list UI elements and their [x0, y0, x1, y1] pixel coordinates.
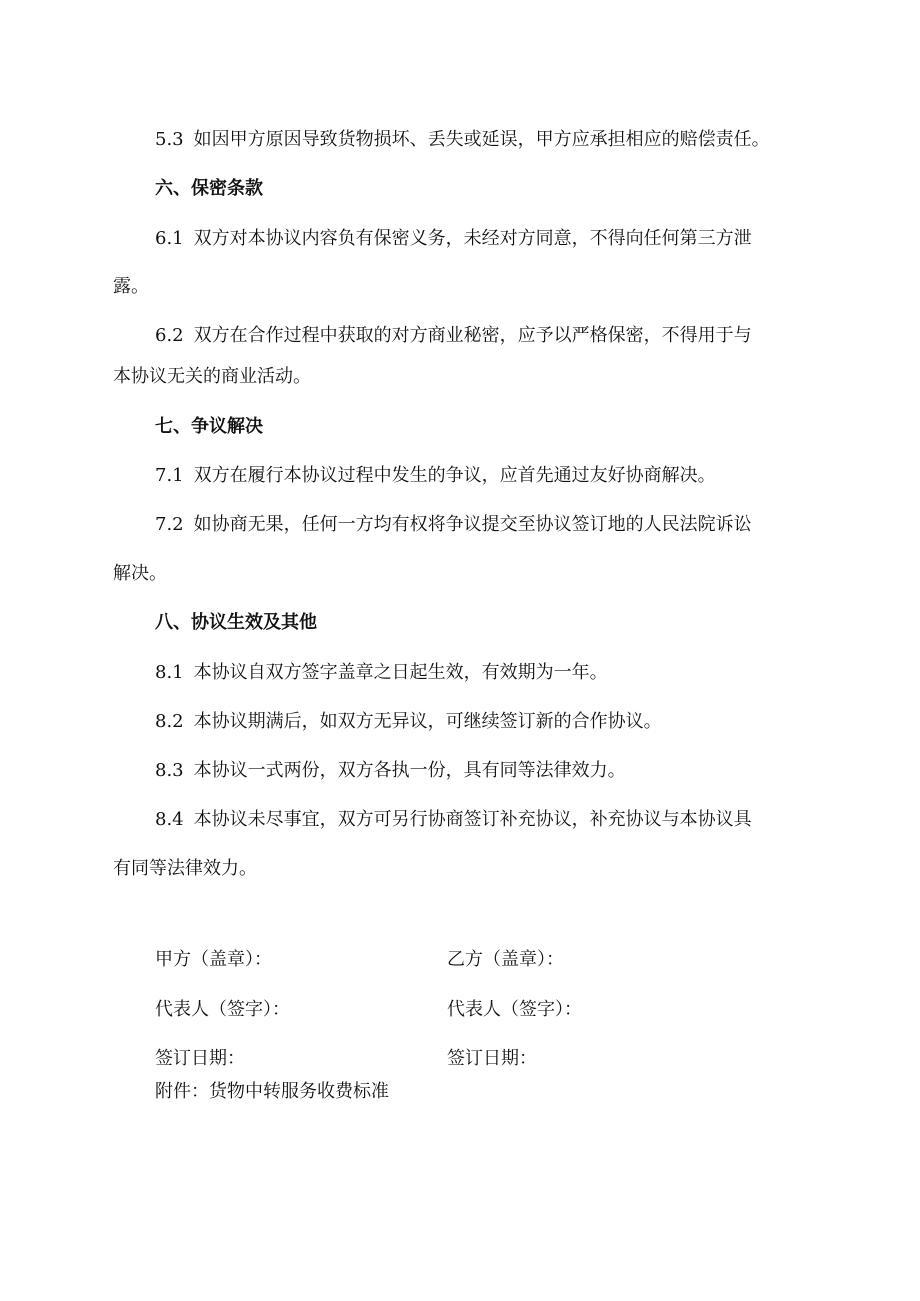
clause-text: 本协议期满后，如双方无异议，可继续签订新的合作协议。 — [193, 711, 662, 732]
clause-text: 双方在履行本协议过程中发生的争议，应首先通过友好协商解决。 — [193, 465, 716, 486]
party-b-date-label: 签订日期： — [447, 1048, 537, 1069]
clause-text: 本协议未尽事宜，双方可另行协商签订补充协议，补充协议与本协议具 — [193, 809, 752, 830]
clause-text: 本协议自双方签字盖章之日起生效，有效期为一年。 — [193, 662, 608, 683]
clause-number: 8.4 — [155, 809, 184, 830]
clause-5-3 — [155, 128, 770, 152]
clause-text: 双方在合作过程中获取的对方商业秘密，应予以严格保密，不得用于与 — [193, 325, 752, 346]
clause-text: 如因甲方原因导致货物损坏、丢失或延误，甲方应承担相应的赔偿责任。 — [193, 129, 770, 150]
clause-8-3 — [155, 759, 626, 783]
clause-number: 8.1 — [155, 662, 184, 683]
clause-number: 8.2 — [155, 711, 184, 732]
party-b-representative-label: 代表人（签字）： — [447, 999, 582, 1020]
clause-6-2-continuation: 本协议无关的商业活动。 — [113, 366, 311, 387]
clause-text: 本协议一式两份，双方各执一份，具有同等法律效力。 — [193, 760, 626, 781]
clause-7-2-continuation: 解决。 — [113, 563, 167, 584]
party-a-date-label: 签订日期： — [155, 1048, 245, 1069]
section-heading-confidentiality: 六、保密条款 — [155, 178, 263, 199]
section-heading-dispute: 七、争议解决 — [155, 416, 263, 437]
clause-text: 双方对本协议内容负有保密义务，未经对方同意，不得向任何第三方泄 — [193, 228, 752, 249]
clause-8-4-continuation: 有同等法律效力。 — [113, 858, 257, 879]
clause-number: 6.2 — [155, 325, 184, 346]
party-b-seal-label: 乙方（盖章）： — [447, 949, 564, 970]
clause-8-2 — [155, 710, 662, 734]
clause-6-1-continuation: 露。 — [113, 276, 149, 297]
party-a-seal-label: 甲方（盖章）： — [155, 949, 272, 970]
clause-6-2 — [155, 324, 752, 348]
clause-7-1 — [155, 464, 716, 488]
attachment-note: 附件：货物中转服务收费标准 — [155, 1081, 389, 1102]
clause-number: 8.3 — [155, 760, 184, 781]
clause-text: 如协商无果，任何一方均有权将争议提交至协议签订地的人民法院诉讼 — [193, 514, 752, 535]
clause-number: 5.3 — [155, 129, 184, 150]
section-heading-effect: 八、协议生效及其他 — [155, 612, 317, 633]
clause-6-1 — [155, 227, 752, 251]
clause-number: 7.1 — [155, 465, 184, 486]
clause-7-2 — [155, 513, 752, 537]
clause-number: 7.2 — [155, 514, 184, 535]
clause-8-4 — [155, 808, 752, 832]
party-a-representative-label: 代表人（签字）： — [155, 999, 290, 1020]
clause-8-1 — [155, 661, 608, 685]
clause-number: 6.1 — [155, 228, 184, 249]
